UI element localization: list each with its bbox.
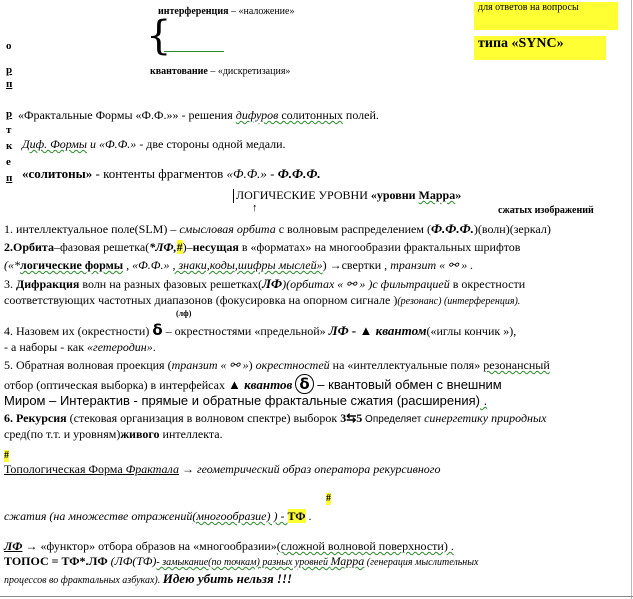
text: волн на разных фазовых решетках( xyxy=(79,277,263,291)
text: отбор (оптическая выборка) в интерфейсах xyxy=(4,378,228,392)
brace: { xyxy=(146,13,172,59)
item-5-cont xyxy=(4,376,502,393)
logical-levels xyxy=(236,189,461,203)
transit: транзит « ⚯ » xyxy=(171,358,249,372)
cursor-bar xyxy=(233,189,234,203)
text: (по т.т. и уровням) xyxy=(26,427,121,441)
difurov: дифуров xyxy=(235,108,279,122)
resonance: (резонанс) (интерференция). xyxy=(397,296,521,307)
synergetics: синергетику природных xyxy=(424,411,547,425)
text: («* xyxy=(4,258,20,272)
text: Определяет xyxy=(362,414,425,425)
solitons: «солитоны» xyxy=(22,166,93,181)
text: процессов во фрактальных азбуках). xyxy=(4,575,163,586)
ff: «Ф.Ф.» xyxy=(226,166,267,181)
text: 5. Обратная волновая проекция ( xyxy=(4,358,172,372)
answers-label: для ответов на вопросы xyxy=(474,2,618,30)
topos: ТОПОС = ТФ*.ЛФ xyxy=(4,554,108,568)
topology-line-3 xyxy=(4,540,454,554)
intro-line-3 xyxy=(22,167,321,182)
num: 6. xyxy=(4,411,16,425)
text: - xyxy=(266,166,278,181)
item-6 xyxy=(4,412,546,426)
item-3 xyxy=(4,277,525,292)
hash-mark: # xyxy=(4,450,9,461)
orbits: )(орбитах « ⚯ » )с фильтрацией xyxy=(282,277,450,291)
samples: 3⇆5 xyxy=(340,411,363,425)
tf: ТФ xyxy=(287,509,306,523)
intro-line-2 xyxy=(22,138,286,152)
text: (сложной волновой поверхности) . xyxy=(276,539,454,553)
text: (ЛФ(ТФ) xyxy=(107,554,157,568)
item-5-cont-2 xyxy=(4,394,487,409)
margin-letter: о xyxy=(6,40,12,52)
ff: и «Ф.Ф.» xyxy=(87,137,137,151)
levels-title: ЛОГИЧЕСКИЕ УРОВНИ xyxy=(236,188,368,202)
topological-form: Топологическая Форма xyxy=(4,462,123,476)
quant-term: квантование xyxy=(150,66,208,77)
diff-forms: Диф. Формы xyxy=(22,137,87,151)
idea-slogan: Идею убить нельзя !!! xyxy=(162,571,293,586)
text: («иглы кончик »), xyxy=(426,324,517,338)
carrier: несущая xyxy=(192,240,239,254)
text: )– xyxy=(182,240,193,254)
text: 4. Назовем их (окрестности) xyxy=(4,324,153,338)
num: 3. xyxy=(4,277,16,291)
quant-def: – «дискретизация» xyxy=(207,66,291,77)
quantization-definition xyxy=(150,64,290,78)
levels-d: » xyxy=(455,188,462,202)
lf: *ЛФ, xyxy=(149,240,177,254)
text: ) →свертки , xyxy=(322,258,391,272)
signs: , знаки,коды,шифры мыслей» xyxy=(172,258,323,272)
quants: ▲ квантов xyxy=(227,377,293,392)
text: на «интеллектуальные поля» xyxy=(329,358,484,372)
text: с волновым распределением ( xyxy=(275,222,431,236)
margin-letter: к xyxy=(6,140,13,152)
fff: Ф.Ф.Ф. xyxy=(430,221,474,236)
geometric-image: → геометрический образ оператора рекурсивного xyxy=(178,462,441,476)
item-2-cont xyxy=(4,259,473,273)
text: - а наборы - как xyxy=(4,340,88,354)
arrow-up-icon: ↑ xyxy=(252,202,258,214)
lf: ЛФ xyxy=(4,539,23,553)
neighborhoods: окрестностей xyxy=(255,358,330,372)
page-frame-right xyxy=(631,0,632,599)
diffraction: Дифракция xyxy=(16,277,80,291)
num: 2. xyxy=(4,240,13,254)
lf: ЛФ xyxy=(262,276,283,291)
interference-term: интерференция xyxy=(158,6,229,17)
text: . xyxy=(479,393,488,408)
item-5 xyxy=(4,359,550,373)
margin-letter: п xyxy=(6,172,13,184)
text: - замыкание(по точкам) разных уровней xyxy=(156,557,331,568)
text: сред xyxy=(4,427,27,441)
text: –фазовая решетка( xyxy=(53,240,150,254)
interference-def: – «наложение» xyxy=(228,6,295,17)
resonant: резонансный xyxy=(483,358,550,372)
sync-label: типа «SYNC» xyxy=(474,36,606,60)
text: сжатия (на множестве отражений xyxy=(4,509,193,523)
margin-letter: р xyxy=(6,108,13,120)
marr: Марра xyxy=(330,554,365,568)
text: в окрестности xyxy=(449,277,526,291)
alive: живого xyxy=(120,427,160,441)
text: - решения xyxy=(181,108,236,122)
text: → «функтор» отбора образов на «многообразии» xyxy=(22,539,277,553)
levels-b: «уровни xyxy=(367,188,419,202)
transit: транзит « ⚯ » . xyxy=(390,258,474,272)
margin-letter: е xyxy=(6,156,11,168)
margin-letter: р xyxy=(6,64,13,76)
topology-line-2 xyxy=(4,510,312,524)
text: ) xyxy=(248,358,256,372)
lf-quant: ЛФ - ▲ квантом xyxy=(328,323,427,338)
orbit: Орбита xyxy=(13,240,54,254)
topology-line-4 xyxy=(4,555,478,569)
text: . xyxy=(152,340,156,354)
intro-line-1 xyxy=(18,109,379,123)
item-2 xyxy=(4,241,520,255)
semantic-orbit: смысловая орбита xyxy=(179,222,276,236)
margin-letter: т xyxy=(6,124,12,136)
item-3-cont xyxy=(4,294,520,308)
text: (многообразие) ) - xyxy=(192,509,288,523)
text: 1. интеллектуальное поле(SLM) – xyxy=(4,222,180,236)
text: – окрестностями «предельной» xyxy=(162,324,329,338)
fractal: Фрактала xyxy=(122,462,179,476)
topology-line-1 xyxy=(4,463,440,477)
text: )(волн)(зеркал) xyxy=(473,222,551,236)
text: интеллекта. xyxy=(159,427,223,441)
interference-definition xyxy=(158,4,294,18)
hash-mark: # xyxy=(326,493,331,504)
text: – квантовый обмен с внешним xyxy=(313,377,502,392)
item-4 xyxy=(4,322,516,339)
lf-small: (лф) xyxy=(176,309,192,318)
item-4-cont xyxy=(4,341,156,355)
heterodyne: «гетеродин» xyxy=(87,340,153,354)
item-1 xyxy=(4,222,551,237)
logical-forms: логические формы xyxy=(20,258,124,272)
text: . xyxy=(305,509,312,523)
topology-line-5 xyxy=(4,572,292,587)
text: - контенты фрагментов xyxy=(92,166,227,181)
soliton: солитонных xyxy=(278,108,343,122)
ff: , «Ф.Ф.» xyxy=(123,258,173,272)
text: соответствующих частотных диапазонов (фокусировка на опорном сигнале ) xyxy=(4,293,398,307)
text: Миром – Интерактив - прямые и обратные фрактальные сжатия (расширения) xyxy=(4,393,480,408)
page-frame-bottom xyxy=(0,596,633,597)
text: в «форматах» на многообразии фрактальных шрифтов xyxy=(238,240,521,254)
recursion: Рекурсия xyxy=(16,411,67,425)
wavy-underline xyxy=(164,50,224,52)
text: полей. xyxy=(342,108,379,122)
text: (стековая организация в волновом спектре) выборок xyxy=(66,411,341,425)
fractal-forms: «Фрактальные Формы «Ф.Ф.»» xyxy=(18,108,182,122)
text: (генерация мыслительных xyxy=(364,557,479,568)
hash: # xyxy=(176,240,183,254)
item-6-cont xyxy=(4,428,223,442)
margin-letter: п xyxy=(6,78,13,90)
fff: Ф.Ф.Ф. xyxy=(277,166,321,181)
delta-icon: δ xyxy=(295,374,313,394)
compressed-images: сжатых изображений xyxy=(498,205,594,216)
marr: Марра xyxy=(418,188,456,202)
text: - две стороны одной медали. xyxy=(136,137,286,151)
delta-icon: δ xyxy=(152,321,163,339)
